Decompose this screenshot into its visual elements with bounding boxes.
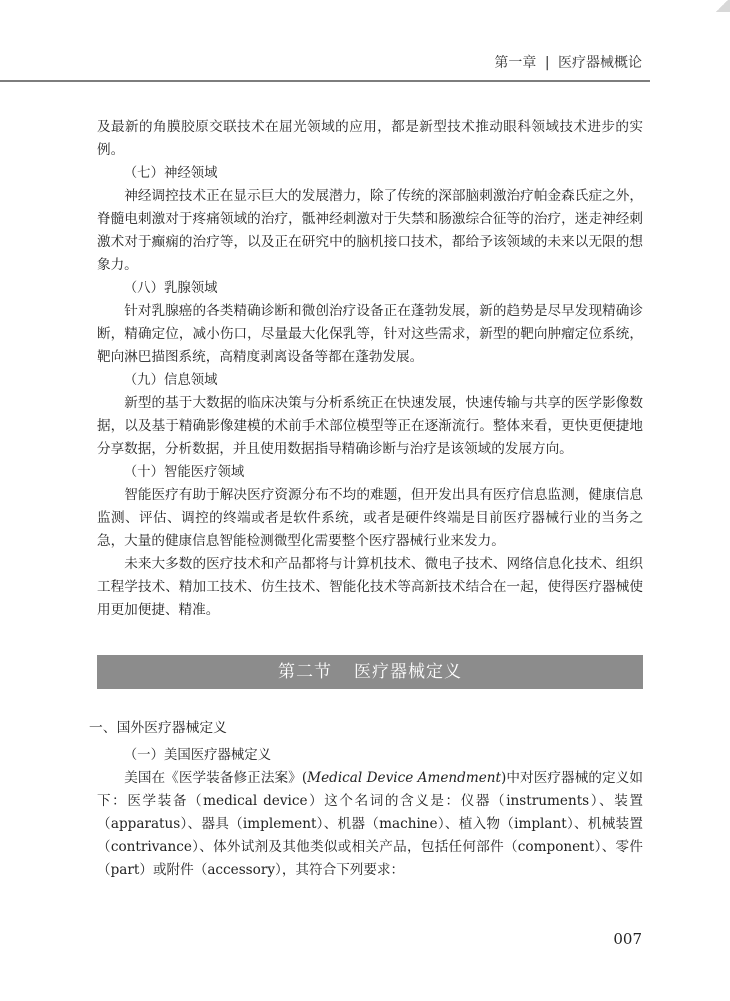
paragraph-future: 未来大多数的医疗技术和产品都将与计算机技术、微电子技术、网络信息化技术、组织工程学技术、精加工技术、仿生技术、智能化技术等高新技术结合在一起，使得医疗器械使用更加便捷、精准。 — [97, 556, 643, 618]
page-corner-mark — [714, 0, 730, 12]
paragraph-continued: 及最新的角膜胶原交联技术在屈光领域的应用，都是新型技术推动眼科领域技术进步的实例。 — [97, 119, 643, 158]
act-english-name: Medical Device Amendment — [307, 770, 502, 786]
subheading-us-definition: （一）美国医疗器械定义 — [123, 748, 272, 763]
header-rule — [0, 80, 650, 82]
chapter-title: 医疗器械概论 — [558, 55, 642, 71]
subheading-information: （九）信息领域 — [123, 373, 218, 388]
us-definition-prefix: 美国在《医学装备修正法案》( — [124, 770, 308, 786]
header-separator: | — [544, 55, 550, 71]
paragraph-information: 新型的基于大数据的临床决策与分析系统正在快速发展，快速传输与共享的医学影像数据，以及基于精确影像建模的术前手术部位模型等正在逐渐流行。整体来看，更快更便捷地分享数据，分析数据，并且使用数据指导精确诊断与治疗是该领域的发展方向。 — [97, 395, 643, 457]
part-heading: 一、国外医疗器械定义 — [89, 720, 227, 736]
paragraph-breast: 针对乳腺癌的各类精确诊断和微创治疗设备正在蓬勃发展，新的趋势是尽早发现精确诊断，精确定位，减小伤口，尽量最大化保乳等，针对这些需求，新型的靶向肿瘤定位系统，靶向淋巴描图系统，高精度剥离设备等都在蓬勃发展。 — [97, 303, 643, 365]
us-definition-body: )中对医疗器械的定义如下：医学装备（medical device）这个名词的含义是：仪器（instruments）、装置（apparatus）、器具（implement）、机器（machine）、植入物（implant）、机械装置（contrivance）、体外试剂及其他类似或相关产品，包括任何部件（component）、零件（part）或附件（accessory），其符合下列要求： — [97, 770, 643, 878]
chapter-number: 第一章 — [494, 55, 537, 71]
subheading-neural: （七）神经领域 — [123, 166, 218, 181]
paragraph-us-definition — [97, 767, 643, 882]
paragraph-neural: 神经调控技术正在显示巨大的发展潜力，除了传统的深部脑刺激治疗帕金森氏症之外，脊髓电刺激对于疼痛领域的治疗，骶神经刺激对于失禁和肠激综合征等的治疗，迷走神经刺激术对于癫痫的治疗等，以及正在研究中的脑机接口技术，都给予该领域的未来以无限的想象力。 — [97, 188, 643, 273]
running-header — [494, 52, 642, 72]
section-number: 第二节 — [278, 661, 332, 682]
paragraph-smart-medical: 智能医疗有助于解决医疗资源分布不均的难题，但开发出具有医疗信息监测，健康信息监测、评估、调控的终端或者是软件系统，或者是硬件终端是目前医疗器械行业的当务之急，大量的健康信息智能检测微型化需要整个医疗器械行业来发力。 — [97, 487, 643, 549]
section-title-banner — [97, 655, 643, 689]
section-name: 医疗器械定义 — [354, 661, 462, 682]
page-body — [89, 116, 643, 882]
subheading-breast: （八）乳腺领域 — [123, 281, 218, 296]
page-number: 007 — [613, 930, 642, 948]
subheading-smart-medical: （十）智能医疗领域 — [123, 465, 245, 480]
